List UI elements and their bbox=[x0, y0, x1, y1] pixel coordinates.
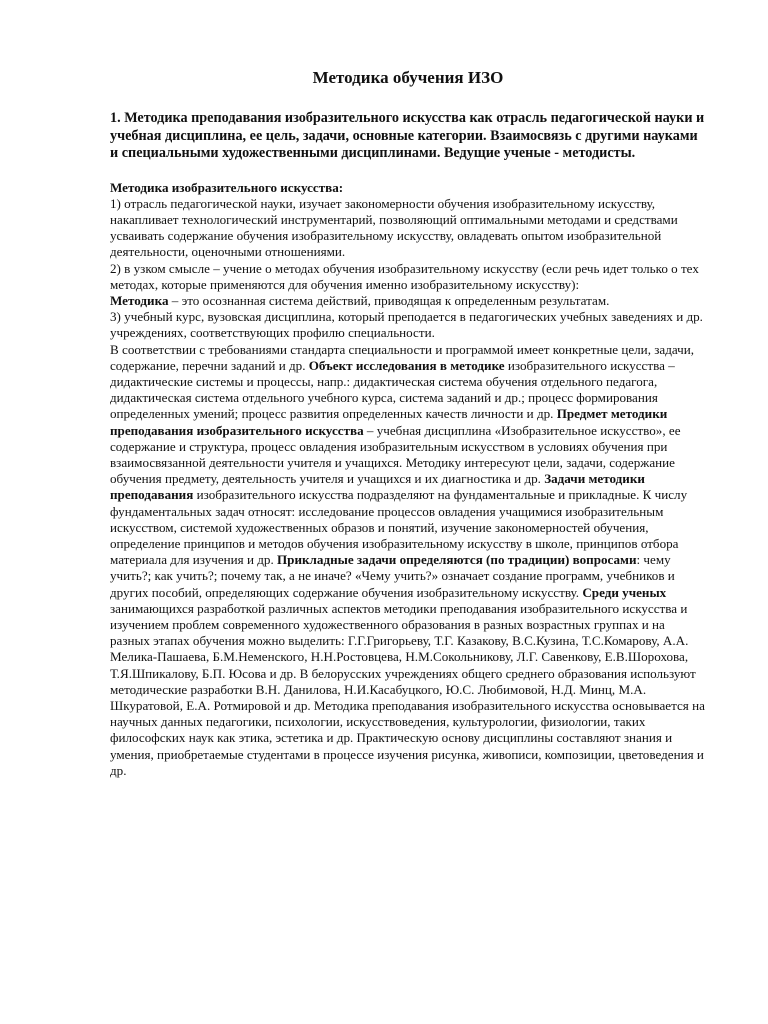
section-heading: 1. Методика преподавания изобразительного искусства как отрасль педагогической науки и учебная дисциплина, ее цель, задачи, основные категории. Взаимосвязь с другими науками и специальными художественными дисциплинами. Ведущие ученые - методисты. bbox=[110, 110, 705, 161]
document-title: Методика обучения ИЗО bbox=[312, 68, 504, 87]
text-run: : чему учить?; как учить?; почему так, а не иначе? «Чему учить?» означает создание программ, учебников и других пособий, определяющих содержание обучения изобразительному искусству. bbox=[110, 552, 675, 600]
paragraph-2: 2) в узком смысле – учение о методах обучения изобразительному искусству (если речь идет только о тех методах, которые применяются для обучения именно изобразительному искусству): bbox=[110, 260, 699, 292]
paragraph-4 bbox=[110, 342, 706, 779]
paragraph-2b bbox=[110, 293, 706, 309]
subheading: Методика изобразительного искусства: bbox=[110, 179, 344, 195]
paragraph-3: 3) учебный курс, вузовская дисциплина, который преподается в педагогических учебных заведениях и др. учреждениях, соответствующих профилю специальности. bbox=[110, 309, 703, 341]
bold-term-scientists: Среди ученых bbox=[582, 584, 667, 600]
text-run: занимающихся разработкой различных аспектов методики преподавания изобразительного искусства и изучением проблем современного художественного образования в разных возрастных группах и на разных этапах обучения можно выделить: Г.Г.Григорьеву, Т.Г. Казакову, В.С.Кузина, Т.С.Комарову, А.А. Мелика-Пашаева, Б.М.Неменского, Н.Н.Ростовцева, Н.М.Сокольникову, Л.Г. Савенкову, Е.В.Шорохова, Т.Я.Шпикалову, Б.П. Юсова и др. В белорусских учреждениях общего среднего образования используют методические разработки В.Н. Данилова, Н.И.Касабуцкого, Ю.С. Любимовой, Н.Д. Минц, М.А. Шкуратовой, Е.А. Ротмировой и др. Методика преподавания изобразительного искусства основывается на научных данных педагогики, психологии, искусствоведения, культурологии, физиологии, таких философских наук как этика, эстетика и др. Практическую основу дисциплины составляют знания и умения, приобретаемые студентами в процессе изучения рисунка, живописи, композиции, цветоведения и др. bbox=[110, 600, 705, 778]
document-body bbox=[110, 180, 706, 780]
text-run: изобразительного искусства – дидактические системы и процессы, напр.: дидактическая система обучения отдельного педагога, дидактическая система отдельного учебного курса, система заданий и др.; процесс формирования определенных умений; процесс развития определенных качеств личности и др. bbox=[110, 357, 675, 422]
bold-term-object: Объект исследования в методике bbox=[308, 357, 505, 373]
text-run: В соответствии с требованиями стандарта специальности и программой имеет конкретные цели, задачи, содержание, перечни заданий и др. bbox=[110, 341, 695, 373]
bold-term-tasks: Задачи методики преподавания bbox=[110, 471, 645, 503]
paragraph-1: 1) отрасль педагогической науки, изучает закономерности обучения изобразительному искусству, накапливает технологический инструментарий, позволяющий оптимальными методами и средствами усваивать содержание обучения изобразительному искусству, овладевать опытом изобразительной деятельности, оценочными отношениями. bbox=[110, 195, 678, 260]
text-run: изобразительного искусства подразделяют на фундаментальные и прикладные. К числу фундаментальных задач относят: исследование процессов овладения учащимися изобразительным искусством, системой художественных образов и понятий, изучение закономерностей обучения, определение принципов и методов обучения изобразительному искусству в школе, принципов отбора материала для изучения и др. bbox=[110, 487, 688, 568]
text-run: – учебная дисциплина «Изобразительное искусство», ее содержание и структура, процесс овладения изобразительным искусством в условиях обучения при взаимосвязанной деятельности учителя и учащихся. Методику интересуют цели, задачи, содержание обучения предмету, деятельность учителя и учащихся и их диагностика и др. bbox=[110, 422, 681, 487]
bold-term-subject: Предмет методики преподавания изобразительного искусства bbox=[110, 406, 668, 438]
bold-term-applied-tasks: Прикладные задачи определяются (по традиции) вопросами bbox=[277, 552, 637, 568]
term-methodology: Методика bbox=[110, 292, 169, 308]
definition-text: – это осознанная система действий, приводящая к определенным результатам. bbox=[168, 292, 610, 308]
